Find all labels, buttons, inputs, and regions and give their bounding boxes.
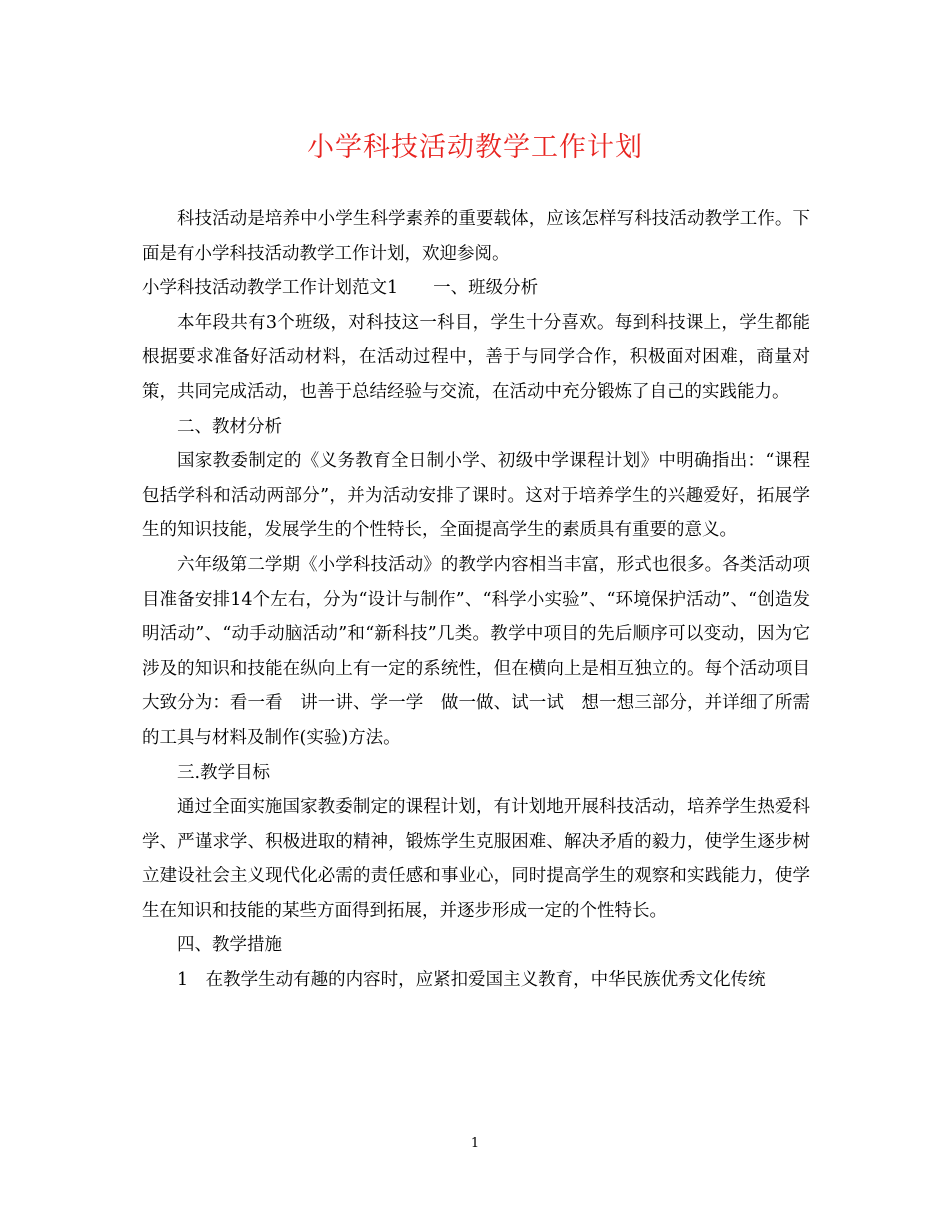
intro-paragraph: 科技活动是培养中小学生科学素养的重要载体，应该怎样写科技活动教学工作。下面是有小学科技活动教学工作计划，欢迎参阅。 [142, 209, 810, 264]
material-analysis-paragraph-1: 国家教委制定的《义务教育全日制小学、初级中学课程计划》中明确指出：“课程包括学科和活动两部分”，并为活动安排了课时。这对于培养学生的兴趣爱好，拓展学生的知识技能，发展学生的个性特长，全面提高学生的素质具有重要的意义。 [142, 451, 810, 541]
section-heading-teaching-goals: 三.教学目标 [177, 762, 271, 783]
material-analysis-paragraph-2: 六年级第二学期《小学科技活动》的教学内容相当丰富，形式也很多。各类活动项目准备安排14个左右，分为“设计与制作”、“科学小实验”、“环境保护活动”、“创造发明活动”、“动手动脑活动”和“新科技”几类。教学中项目的先后顺序可以变动，因为它涉及的知识和技能在纵向上有一定的系统性，但在横向上是相互独立的。每个活动项目大致分为：看一看 讲一讲、学一学 做一做、试一试 想一想三部分，并详细了所需的工具与材料及制作(实验)方法。 [142, 554, 810, 748]
document-body [142, 202, 810, 998]
section-heading-teaching-measures: 四、教学措施 [177, 935, 282, 956]
class-analysis-paragraph: 本年段共有3个班级，对科技这一科目，学生十分喜欢。每到科技课上，学生都能根据要求准备好活动材料，在活动过程中，善于与同学合作，积极面对困难，商量对策，共同完成活动，也善于总结经验与交流，在活动中充分锻炼了自己的实践能力。 [142, 312, 810, 402]
section-heading-class-analysis: 小学科技活动教学工作计划范文1 一、班级分析 [142, 278, 539, 299]
teaching-measures-paragraph: 1 在教学生动有趣的内容时，应紧扣爱国主义教育，中华民族优秀文化传统 [177, 970, 766, 991]
section-heading-material-analysis: 二、教材分析 [177, 416, 282, 437]
document-title: 小学科技活动教学工作计划 [307, 132, 643, 163]
page-number: 1 [470, 1136, 480, 1151]
teaching-goals-paragraph: 通过全面实施国家教委制定的课程计划，有计划地开展科技活动，培养学生热爱科学、严谨求学、积极进取的精神，锻炼学生克服困难、解决矛盾的毅力，使学生逐步树立建设社会主义现代化必需的责任感和事业心，同时提高学生的观察和实践能力，使学生在知识和技能的某些方面得到拓展，并逐步形成一定的个性特长。 [142, 797, 810, 921]
